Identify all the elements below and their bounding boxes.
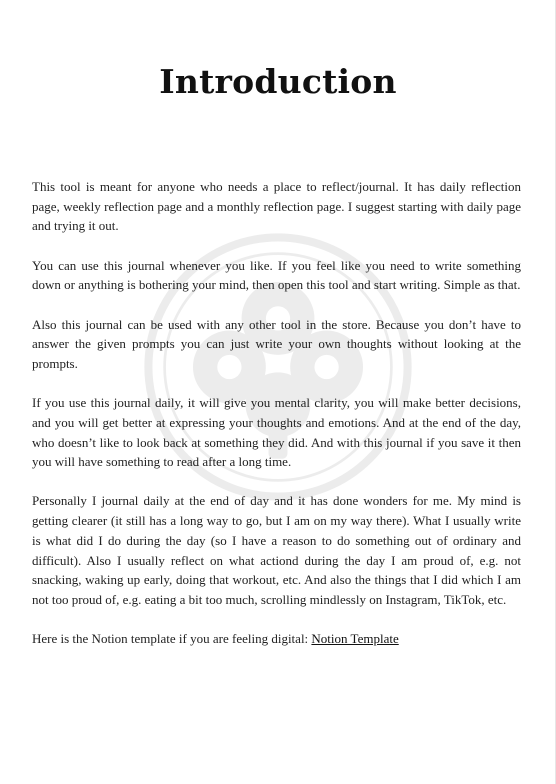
document-body [32, 177, 521, 649]
paragraph-closing [32, 629, 521, 649]
page-title: Introduction [159, 62, 397, 101]
paragraph-benefits: If you use this journal daily, it will give you mental clarity, you will make better decisions, and you will get better at expressing your thoughts and emotions. And at the end of the day, who doesn’t like to look back at something they did. And with this journal if you save it then you will have something to read after a long time. [32, 395, 521, 470]
notion-template-link[interactable]: Notion Template [311, 631, 399, 647]
paragraph-usage: You can use this journal whenever you like. If you feel like you need to write something down or anything is bothering your mind, then open this tool and start writing. Simple as that. [32, 257, 521, 293]
paragraph-personal-experience: Personally I journal daily at the end of day and it has done wonders for me. My mind is getting clearer (it still has a long way to go, but I am on my way there). What I usually write is what did I do during the day (so I have a reason to do something out of ordinary and difficult). Also I usually reflect on what actiond during the day I am proud of, e.g. not snacking, waking up early, doing that workout, etc. And also the things that I did which I am not too proud of, e.g. eating a bit too much, scrolling mindlessly on Instagram, TikTok, etc. [32, 493, 521, 607]
closing-text: Here is the Notion template if you are feeling digital: [32, 631, 312, 647]
paragraph-purpose: This tool is meant for anyone who needs a place to reflect/journal. It has daily reflection page, weekly reflection page and a monthly reflection page. I suggest starting with daily page and trying it out. [32, 179, 521, 234]
paragraph-compatibility: Also this journal can be used with any other tool in the store. Because you don’t have to answer the given prompts you can just write your own thoughts without looking at the prompts. [32, 316, 521, 371]
